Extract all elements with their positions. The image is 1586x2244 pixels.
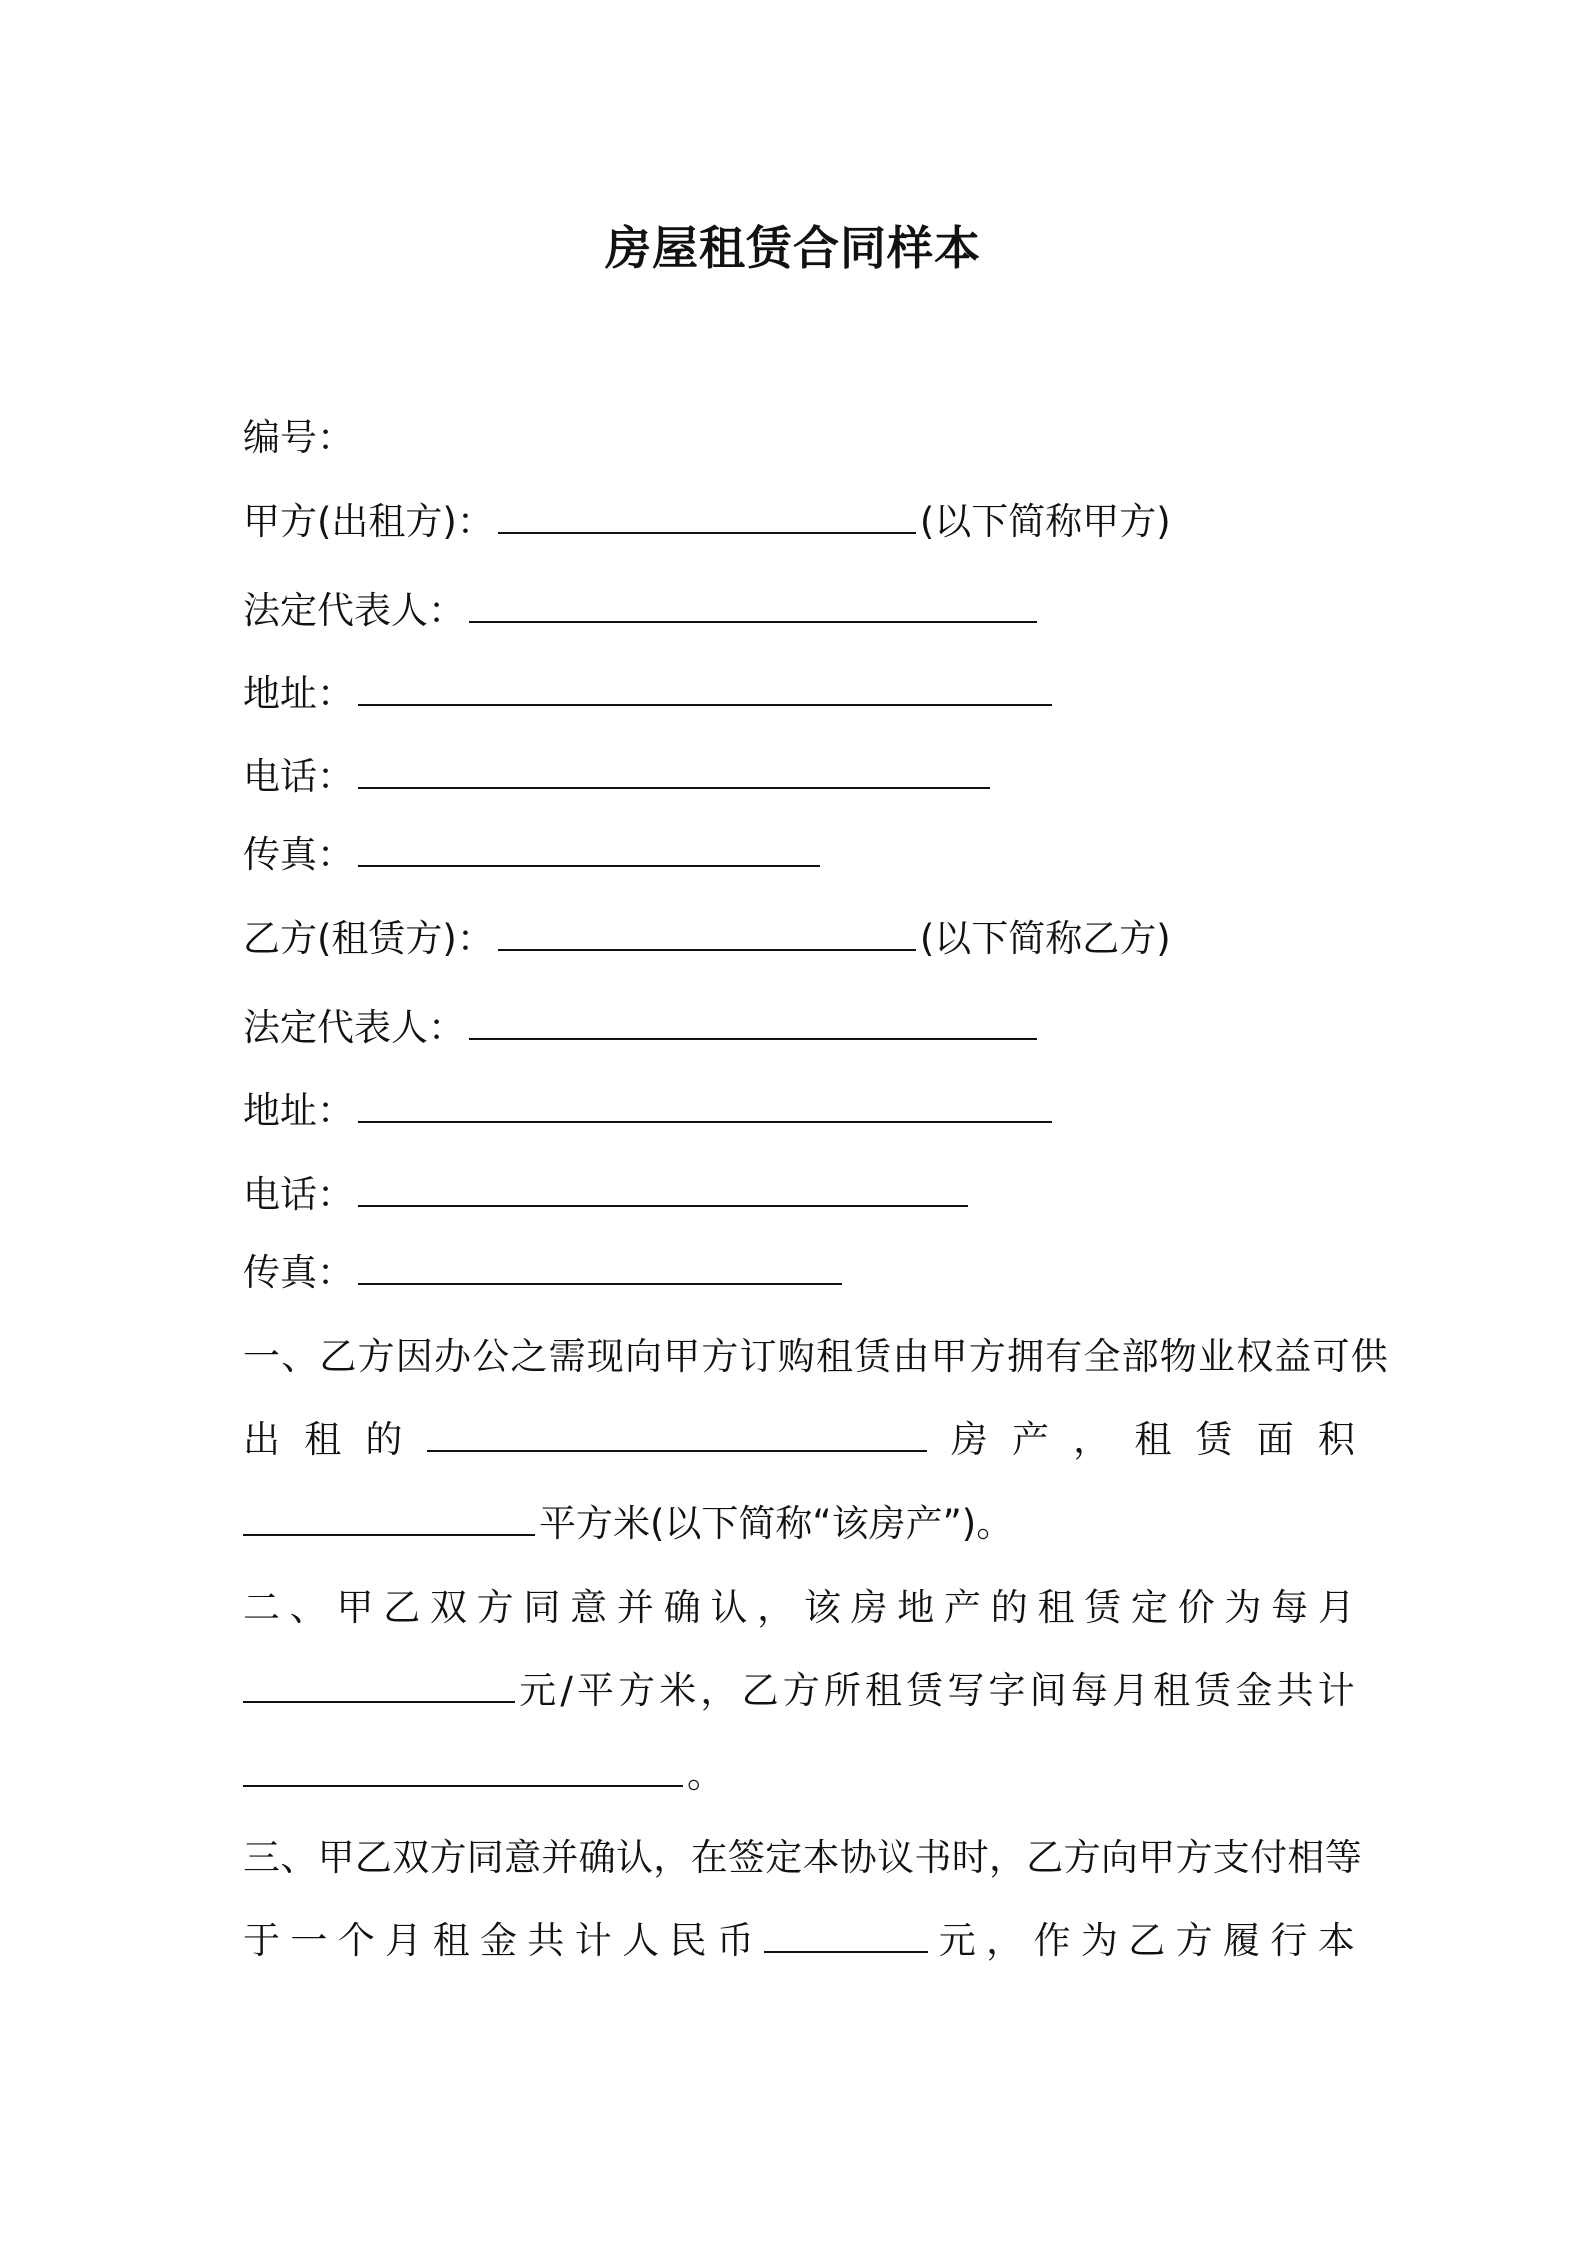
clause3-char: 元 <box>938 1919 976 1962</box>
clause2-char: 金 <box>1235 1669 1273 1712</box>
contract-number-line <box>243 416 354 460</box>
clause3-char: 于 <box>243 1919 280 1962</box>
party-b-address-blank <box>358 1093 1052 1123</box>
clause2-char: 方 <box>618 1669 656 1712</box>
clause2-char: 租 <box>1037 1586 1075 1629</box>
party-a-rep-line <box>243 589 1041 633</box>
clause2-line1 <box>243 1586 1355 1630</box>
clause2-char: / <box>560 1669 573 1712</box>
clause3-char: 方 <box>1175 1919 1213 1962</box>
party-a-fax-label: 传真： <box>243 833 354 876</box>
clause3-char: 金 <box>479 1919 517 1962</box>
party-b-fax-line <box>243 1251 846 1295</box>
party-b-name-blank <box>498 921 916 951</box>
party-b-label: 乙方(租赁方)： <box>243 917 494 960</box>
clause3-line2 <box>243 1919 1355 1963</box>
clause2-char: 月 <box>1111 1669 1149 1712</box>
clause2-char: 租 <box>1153 1669 1191 1712</box>
party-a-address-line <box>243 672 1056 716</box>
clause2-char: 平 <box>576 1669 614 1712</box>
clause2-char: 甲 <box>336 1586 374 1629</box>
clause2-char: 赁 <box>906 1669 944 1712</box>
clause2-char: 并 <box>616 1586 654 1629</box>
party-a-phone-line <box>243 755 994 799</box>
clause3-char: 人 <box>622 1919 660 1962</box>
party-b-phone-line <box>243 1173 972 1217</box>
party-a-suffix: (以下简称甲方) <box>919 500 1171 543</box>
clause2-char: 米 <box>659 1669 697 1712</box>
party-a-rep-blank <box>469 593 1037 623</box>
clause1-line3-text: 平方米(以下简称“该房产”)。 <box>539 1502 1014 1545</box>
party-b-address-line <box>243 1089 1056 1133</box>
party-a-rep-label: 法定代表人： <box>243 589 465 632</box>
clause3-char: 乙 <box>1128 1919 1166 1962</box>
clause2-char: 认 <box>710 1586 748 1629</box>
clause2-char: 二 <box>243 1586 280 1629</box>
clause3-line1 <box>243 1836 1362 1880</box>
clause1-line3 <box>243 1502 1013 1546</box>
party-b-fax-blank <box>358 1255 842 1285</box>
clause2-char: 乙 <box>741 1669 779 1712</box>
clause2-char: 定 <box>1130 1586 1168 1629</box>
clause2-char: 地 <box>897 1586 935 1629</box>
clause2-char: 、 <box>289 1586 327 1629</box>
clause2-char: 计 <box>1317 1669 1355 1712</box>
clause2-char: 每 <box>1271 1586 1309 1629</box>
party-a-line <box>243 500 1171 544</box>
clause3-deposit-blank <box>764 1923 928 1953</box>
clause1-char: 面 <box>1256 1418 1294 1461</box>
clause3-char: 币 <box>716 1919 754 1962</box>
clause3-line1-text: 三、甲乙双方同意并确认，在签定本协议书时，乙方向甲方支付相等 <box>243 1836 1362 1879</box>
party-a-fax-blank <box>358 837 820 867</box>
clause2-char: 为 <box>1224 1586 1262 1629</box>
clause2-char: 该 <box>803 1586 841 1629</box>
clause2-char: 价 <box>1177 1586 1215 1629</box>
contract-number-label: 编号： <box>243 416 354 459</box>
clause3-char: 共 <box>527 1919 565 1962</box>
party-b-rep-line <box>243 1006 1041 1050</box>
clause2-char: 租 <box>865 1669 903 1712</box>
clause1-char: 产 <box>1011 1418 1049 1461</box>
clause2-char: 双 <box>429 1586 467 1629</box>
clause3-char: 为 <box>1080 1919 1118 1962</box>
clause1-property-blank <box>427 1422 927 1452</box>
clause1-char: 租 <box>304 1418 342 1461</box>
clause2-char: 月 <box>1317 1586 1355 1629</box>
clause2-char: 每 <box>1070 1669 1108 1712</box>
clause1-line1-text: 一、乙方因办公之需现向甲方订购租赁由甲方拥有全部物业权益可供 <box>243 1335 1389 1378</box>
clause1-char: ， <box>1073 1418 1111 1461</box>
party-a-label: 甲方(出租方)： <box>243 500 494 543</box>
party-b-phone-label: 电话： <box>243 1173 354 1216</box>
clause1-char: 赁 <box>1195 1418 1233 1461</box>
clause2-char: 方 <box>476 1586 514 1629</box>
clause1-char: 房 <box>950 1418 988 1461</box>
clause2-char: 同 <box>523 1586 561 1629</box>
clause1-area-blank <box>243 1506 535 1536</box>
party-b-rep-label: 法定代表人： <box>243 1006 465 1049</box>
party-a-name-blank <box>498 504 916 534</box>
party-b-address-label: 地址： <box>243 1089 354 1132</box>
party-b-line <box>243 917 1171 961</box>
clause3-char: 租 <box>432 1919 470 1962</box>
clause2-char: 所 <box>823 1669 861 1712</box>
party-a-address-blank <box>358 676 1052 706</box>
clause1-char: 租 <box>1134 1418 1172 1461</box>
clause2-char: 确 <box>663 1586 701 1629</box>
clause2-line3-text: 。 <box>687 1753 724 1796</box>
clause1-line2 <box>243 1418 1355 1462</box>
clause3-char: 作 <box>1033 1919 1071 1962</box>
clause3-char: 履 <box>1223 1919 1261 1962</box>
party-b-suffix: (以下简称乙方) <box>919 917 1171 960</box>
clause3-char: 民 <box>669 1919 707 1962</box>
party-b-phone-blank <box>358 1177 968 1207</box>
clause2-char: ， <box>700 1669 738 1712</box>
clause1-char: 积 <box>1317 1418 1355 1461</box>
clause3-char: 月 <box>385 1919 423 1962</box>
clause2-total-blank <box>243 1757 683 1787</box>
clause2-char: 赁 <box>1084 1586 1122 1629</box>
clause2-char: 乙 <box>383 1586 421 1629</box>
clause2-line2 <box>243 1669 1355 1713</box>
clause2-char: 的 <box>990 1586 1028 1629</box>
party-b-rep-blank <box>469 1010 1037 1040</box>
clause1-line1 <box>243 1335 1389 1379</box>
clause2-char: 字 <box>988 1669 1026 1712</box>
clause2-char: 赁 <box>1194 1669 1232 1712</box>
clause3-char: 一 <box>290 1919 328 1962</box>
clause3-char: 行 <box>1270 1919 1308 1962</box>
party-a-address-label: 地址： <box>243 672 354 715</box>
clause3-char: 个 <box>337 1919 375 1962</box>
party-a-fax-line <box>243 833 824 877</box>
clause2-char: 方 <box>782 1669 820 1712</box>
clause2-char: 产 <box>944 1586 982 1629</box>
party-a-phone-label: 电话： <box>243 755 354 798</box>
clause1-char: 出 <box>243 1418 280 1461</box>
party-b-fax-label: 传真： <box>243 1251 354 1294</box>
clause3-char: ， <box>986 1919 1024 1962</box>
clause2-line3 <box>243 1753 724 1797</box>
clause2-char: 意 <box>570 1586 608 1629</box>
clause2-price-blank <box>243 1673 515 1703</box>
clause2-char: 间 <box>1029 1669 1067 1712</box>
clause2-char: 元 <box>519 1669 557 1712</box>
document-title: 房屋租赁合同样本 <box>605 221 981 275</box>
clause2-char: ， <box>757 1586 795 1629</box>
clause2-char: 共 <box>1276 1669 1314 1712</box>
clause1-char: 的 <box>365 1418 403 1461</box>
clause3-char: 本 <box>1317 1919 1355 1962</box>
party-a-phone-blank <box>358 759 990 789</box>
clause2-char: 写 <box>947 1669 985 1712</box>
clause2-char: 房 <box>850 1586 888 1629</box>
clause3-char: 计 <box>574 1919 612 1962</box>
